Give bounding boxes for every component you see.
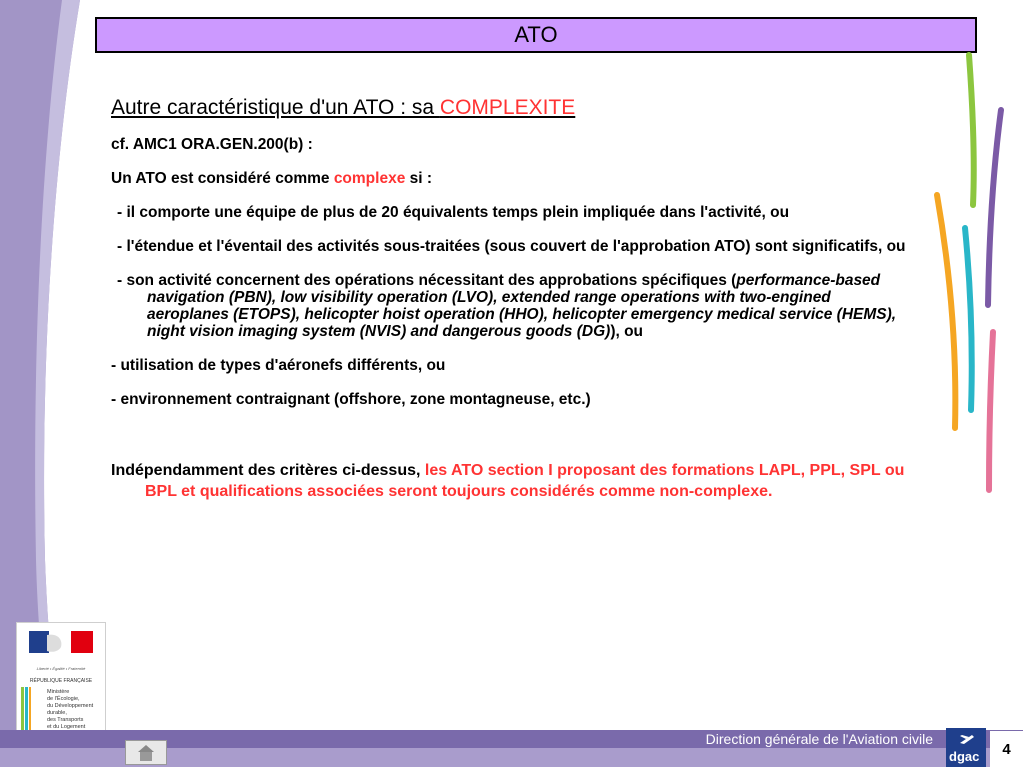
intro-after: si : xyxy=(405,170,433,187)
heading-text: Autre caractéristique d'un ATO : sa xyxy=(111,96,440,119)
dgac-label: dgac xyxy=(949,749,980,764)
home-button[interactable] xyxy=(125,740,167,765)
ministry-logo xyxy=(16,622,106,742)
footer-organisation: Direction générale de l'Aviation civile xyxy=(705,731,933,747)
criterion-aircraft-types: - utilisation de types d'aéronefs différents, ou xyxy=(111,357,446,374)
content-heading xyxy=(111,96,911,120)
decorative-strokes xyxy=(925,50,1023,500)
criterion-approvals-before: - son activité concernent des opérations nécessitant des approbations spécifiques ( xyxy=(117,272,737,289)
reference-text: cf. AMC1 ORA.GEN.200(b) : xyxy=(111,136,313,153)
criterion-environment: - environnement contraignant (offshore, zone montagneuse, etc.) xyxy=(111,391,591,408)
conclusion-highlight: les ATO section I proposant des formations LAPL, PPL, SPL ou BPL et qualifications associées seront toujours considérés comme non-complexe. xyxy=(145,462,905,500)
ministry-line: Ministère xyxy=(47,689,70,695)
ministry-line: et du Logement xyxy=(47,724,86,730)
ministry-name xyxy=(47,689,93,731)
dgac-logo xyxy=(946,728,986,767)
republic-name: RÉPUBLIQUE FRANÇAISE xyxy=(29,678,93,684)
criterion-subcontracting: - l'étendue et l'éventail des activités sous-traitées (sous couvert de l'approbation ATO) sont significatifs, ou xyxy=(117,238,906,255)
ministry-line: de l'Écologie, xyxy=(47,696,80,702)
criterion-approvals xyxy=(117,272,911,340)
ministry-line: du Développement xyxy=(47,703,94,709)
criterion-staff: - il comporte une équipe de plus de 20 équivalents temps plein impliquée dans l'activité, ou xyxy=(117,204,790,221)
intro-before: Un ATO est considéré comme xyxy=(111,170,334,187)
intro-highlight: complexe xyxy=(333,170,406,187)
republic-motto: Liberté • Égalité • Fraternité xyxy=(36,666,86,671)
criterion-approvals-italic: performance-based navigation (PBN), low visibility operation (LVO), extended range operations with two-engined aeroplanes (ETOPS), helicopter hoist operation (HHO), helicopter emergency medical service (HEMS), night vision imaging system (NVIS) and dangerous goods (DG) xyxy=(147,272,897,340)
ministry-line: durable, xyxy=(47,710,67,716)
page-number: 4 xyxy=(990,731,1023,767)
home-icon xyxy=(126,741,166,764)
conclusion-before: Indépendamment des critères ci-dessus, xyxy=(111,462,425,479)
slide-title-box xyxy=(95,17,977,53)
ministry-line: des Transports xyxy=(47,717,84,723)
heading-highlight: COMPLEXITE xyxy=(439,96,576,119)
conclusion-text xyxy=(111,460,911,502)
plane-icon xyxy=(946,729,986,749)
slide-title: ATO xyxy=(514,22,558,47)
marianne-logo-icon xyxy=(17,625,105,669)
intro-text xyxy=(111,170,911,187)
criterion-approvals-after: ), ou xyxy=(610,323,644,340)
slide-content xyxy=(111,96,911,502)
